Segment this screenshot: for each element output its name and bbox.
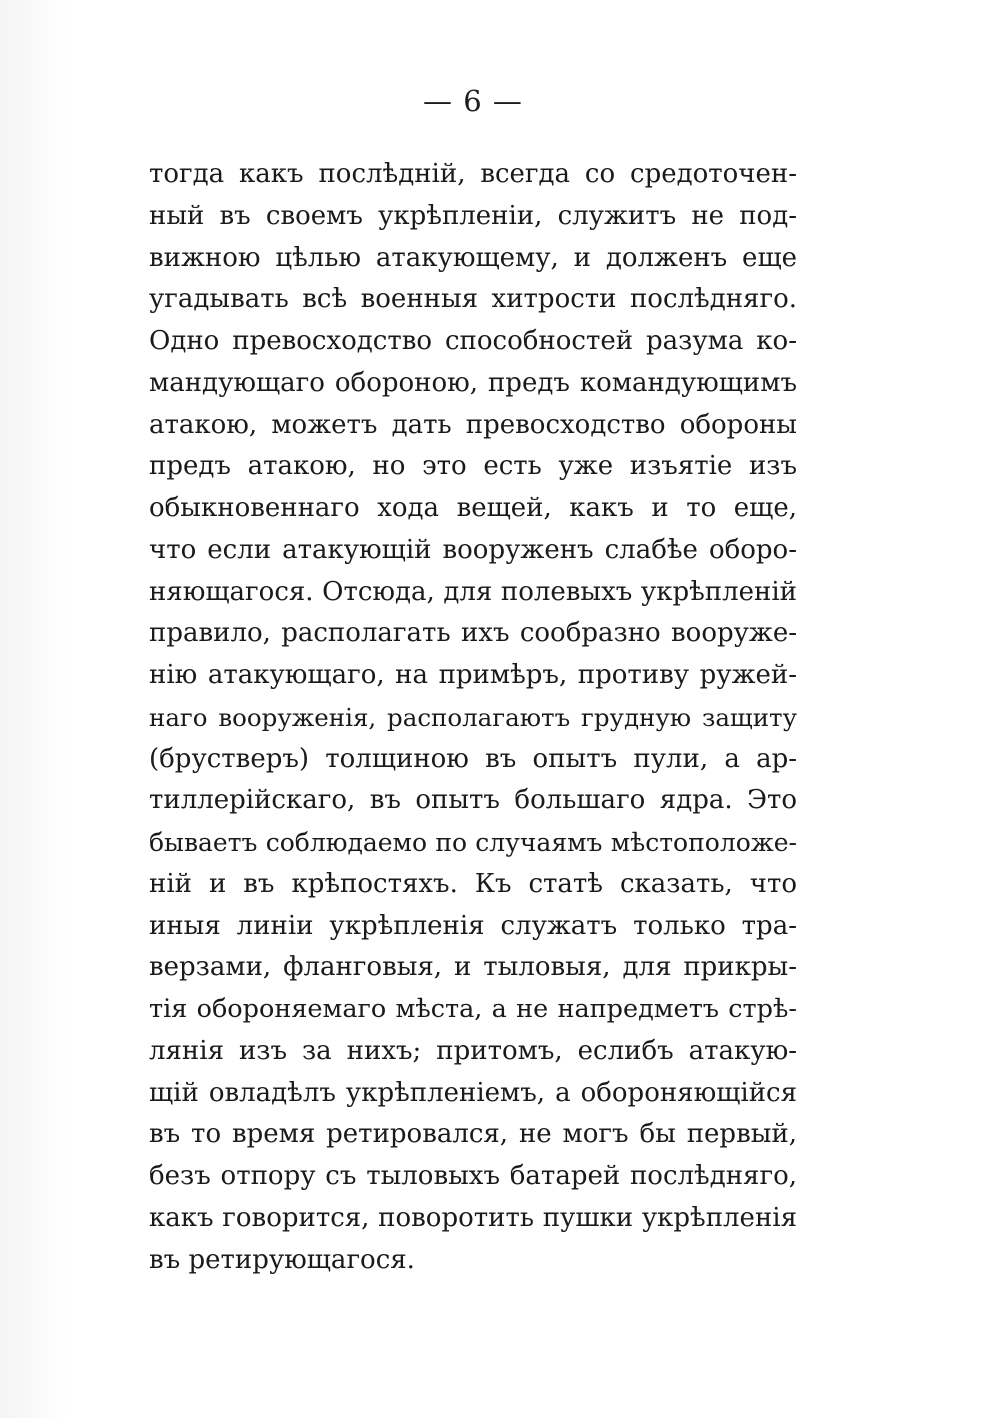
text-line: нію атакующаго, на примѣръ, противу ружей-	[149, 660, 797, 690]
text-line: атакою, можетъ дать превосходство обороны	[149, 409, 797, 440]
text-line: мандующаго обороною, предъ командующимъ	[149, 367, 797, 398]
text-line: безъ отпору съ тыловыхъ батарей послѣдняго,	[149, 1161, 797, 1191]
text-line: угадывать всѣ военныя хитрости послѣдняго.	[149, 284, 797, 315]
text-line: предъ атакою, но это есть уже изъятіе изъ	[149, 451, 797, 482]
page-number: — 6 —	[423, 84, 523, 118]
text-line: въ ретирующагося.	[149, 1244, 415, 1275]
text-line: щій овладѣлъ укрѣпленіемъ, а обороняющійся	[149, 1077, 797, 1108]
text-line: иныя линіи укрѣпленія служатъ только тра-	[149, 910, 797, 941]
text-line: няющагося. Отсюда, для полевыхъ укрѣпленій	[149, 576, 797, 607]
text-line: въ то время ретировался, не могъ бы первый,	[149, 1119, 797, 1150]
text-line: бываетъ соблюдаемо по случаямъ мѣстоположе-	[149, 828, 797, 857]
text-line: тиллерійскаго, въ опытъ большаго ядра. Это	[149, 785, 797, 816]
text-line: обыкновеннаго хода вещей, какъ и то еще,	[149, 493, 797, 523]
body-text	[149, 154, 797, 1281]
page-edge-shadow	[0, 0, 70, 1418]
text-line: ный въ своемъ укрѣпленіи, служитъ не под-	[149, 200, 797, 231]
text-line: правило, располагать ихъ сообразно вооруже-	[149, 618, 797, 649]
text-line: какъ говорится, поворотить пушки укрѣпленія	[149, 1202, 797, 1233]
text-line: Одно превосходство способностей разума ко-	[149, 326, 797, 356]
text-line: ній и въ крѣпостяхъ. Къ статѣ сказать, что	[149, 868, 797, 899]
text-line: лянія изъ за нихъ; притомъ, еслибъ атакую-	[149, 1035, 797, 1066]
text-line: что если атакующій вооруженъ слабѣе оборо-	[149, 534, 797, 565]
text-line: верзами, фланговыя, и тыловыя, для прикры-	[149, 952, 797, 983]
text-line: (брустверъ) толщиною въ опытъ пули, а ар-	[149, 743, 797, 774]
text-line: вижною цѣлью атакующему, и долженъ еще	[149, 242, 797, 273]
text-line: тогда какъ послѣдній, всегда со средоточен-	[149, 159, 797, 189]
text-line: наго вооруженія, располагаютъ грудную защиту	[149, 702, 797, 732]
text-line: тія обороняемаго мѣста, а не напредметъ стрѣ-	[149, 994, 797, 1024]
